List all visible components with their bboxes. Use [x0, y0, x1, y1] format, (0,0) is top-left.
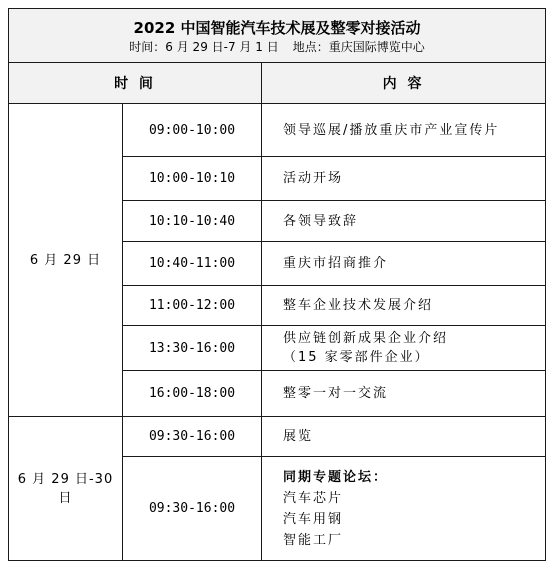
session-time: 10:00-10:10 [123, 157, 262, 201]
session-content-line: 活动开场 [283, 171, 344, 186]
session-content-line: 整零一对一交流 [283, 386, 389, 401]
session-content [262, 417, 546, 457]
session-time: 11:00-12:00 [123, 286, 262, 326]
event-title: 2022 中国智能汽车技术展及整零对接活动 [133, 19, 421, 37]
forum-topic: 智能工厂 [283, 532, 344, 548]
event-time-info: 时间：6 月 29 日-7 月 1 日 [129, 40, 279, 54]
table-row [9, 417, 546, 457]
forum-heading: 同期专题论坛： [283, 469, 389, 485]
forum-topic: 汽车芯片 [283, 490, 344, 506]
session-content-line: 供应链创新成果企业介绍 [283, 331, 449, 346]
session-content [262, 286, 546, 326]
session-time: 16:00-18:00 [123, 371, 262, 417]
date-label: 日 [58, 490, 73, 506]
date-cell-day-2 [9, 417, 123, 561]
header-time: 时 间 [9, 63, 262, 104]
forum-topic: 汽车用钢 [283, 511, 344, 527]
title-row [9, 9, 546, 63]
session-content-line: 领导巡展/播放重庆市产业宣传片 [283, 122, 500, 138]
session-time: 13:30-16:00 [123, 326, 262, 371]
table-row [9, 104, 546, 157]
session-content-line: （15 家零部件企业） [283, 350, 430, 365]
title-cell [9, 9, 546, 63]
event-subtitle [9, 38, 545, 56]
session-time: 10:10-10:40 [123, 201, 262, 242]
event-location-info: 地点：重庆国际博览中心 [292, 40, 425, 54]
session-content [262, 201, 546, 242]
date-label: 6 月 29 日-30 [17, 471, 114, 487]
session-content [262, 371, 546, 417]
session-content [262, 242, 546, 286]
session-content-line: 整车企业技术发展介绍 [283, 298, 434, 313]
session-content [262, 457, 546, 561]
session-content [262, 104, 546, 157]
session-content-line: 展览 [283, 429, 314, 444]
session-content [262, 326, 546, 371]
header-row [9, 63, 546, 104]
session-time: 09:30-16:00 [123, 417, 262, 457]
session-content [262, 157, 546, 201]
date-label: 6 月 29 日 [29, 252, 102, 268]
session-time: 10:40-11:00 [123, 242, 262, 286]
schedule-table [8, 8, 546, 561]
session-time: 09:00-10:00 [123, 104, 262, 157]
session-content-line: 各领导致辞 [283, 213, 359, 229]
header-content: 内 容 [262, 63, 546, 104]
date-cell-day-1 [9, 104, 123, 417]
session-time: 09:30-16:00 [123, 457, 262, 561]
session-content-line: 重庆市招商推介 [283, 256, 389, 271]
